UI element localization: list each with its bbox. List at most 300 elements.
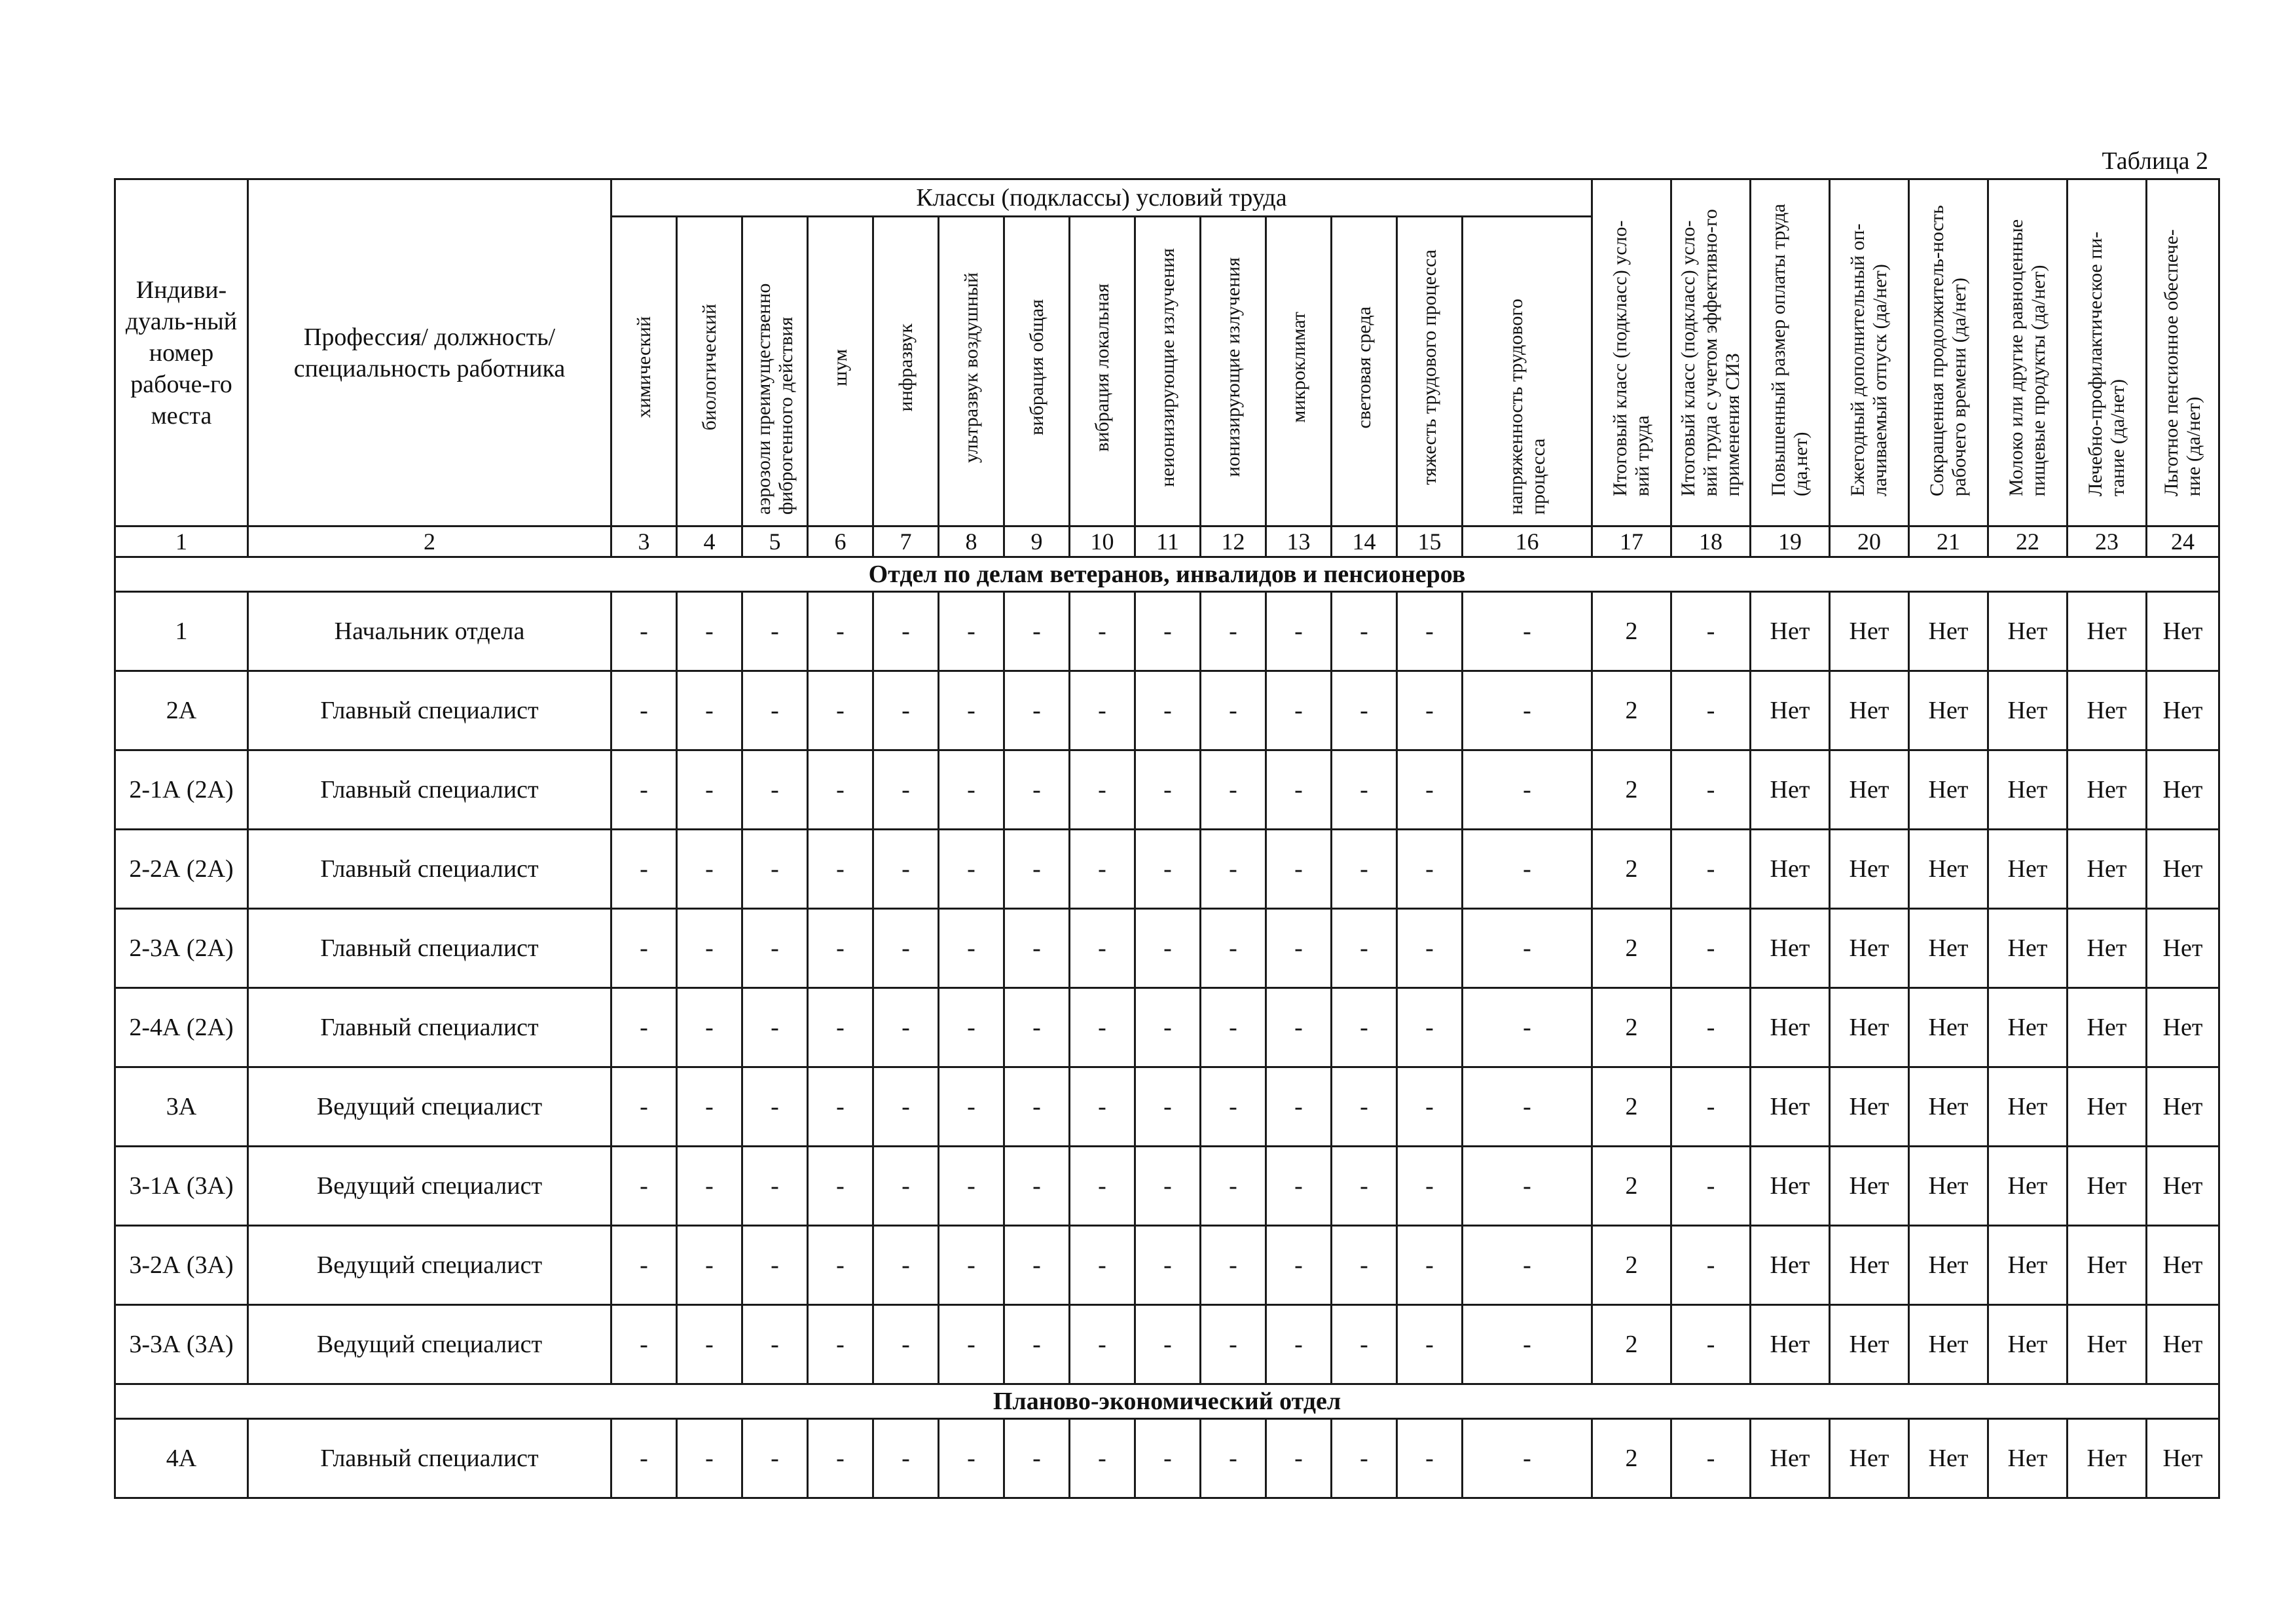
table-cell: -	[1332, 1147, 1397, 1226]
table-row	[115, 1419, 2219, 1498]
header-factor-infrasound	[873, 217, 939, 526]
table-row	[115, 1147, 2219, 1226]
header-factor-label: аэрозоли преимущественно фиброгенного действия	[752, 283, 797, 515]
table-cell: Нет	[2068, 988, 2147, 1067]
table-cell: Нет	[1988, 1419, 2068, 1498]
table-cell: -	[1135, 1147, 1201, 1226]
position-name: Ведущий специалист	[248, 1147, 611, 1226]
header-therapeutic-nutrition-label: Лечебно-профилактическое пи-тание (да/нет)	[2085, 231, 2129, 496]
column-number: 16	[1463, 526, 1592, 557]
table-cell: -	[1463, 1305, 1592, 1384]
table-cell: Нет	[1751, 909, 1830, 988]
table-cell: -	[1332, 830, 1397, 909]
table-cell: -	[1671, 1419, 1751, 1498]
position-name: Главный специалист	[248, 909, 611, 988]
workplace-number: 3-1А (3А)	[115, 1147, 248, 1226]
table-cell: -	[1135, 1305, 1201, 1384]
table-cell: -	[1070, 988, 1135, 1067]
table-cell: -	[1463, 1226, 1592, 1305]
table-cell: -	[1004, 988, 1070, 1067]
table-cell: Нет	[2147, 830, 2219, 909]
table-cell: Нет	[1830, 1305, 1909, 1384]
header-final-class-ppe	[1671, 179, 1751, 526]
table-cell: Нет	[1830, 592, 1909, 671]
table-cell: -	[1070, 1147, 1135, 1226]
workplace-number: 2-1А (2А)	[115, 750, 248, 830]
table-cell: -	[1397, 830, 1463, 909]
table-cell: -	[742, 1147, 808, 1226]
table-cell: -	[1332, 671, 1397, 750]
position-name: Главный специалист	[248, 988, 611, 1067]
table-cell: -	[939, 830, 1004, 909]
table-cell: -	[611, 909, 677, 988]
column-number: 18	[1671, 526, 1751, 557]
table-cell: -	[1004, 671, 1070, 750]
header-factor-label: ионизирующие излучения	[1222, 257, 1244, 477]
table-cell: -	[1397, 1305, 1463, 1384]
table-row	[115, 909, 2219, 988]
table-cell: -	[1671, 671, 1751, 750]
column-number: 8	[939, 526, 1004, 557]
table-cell: -	[1332, 1305, 1397, 1384]
table-cell: -	[939, 1067, 1004, 1147]
column-number: 12	[1201, 526, 1266, 557]
table-cell: -	[1201, 1147, 1266, 1226]
table-cell: -	[1463, 1147, 1592, 1226]
header-factor-microclimate	[1266, 217, 1332, 526]
table-cell: -	[1135, 592, 1201, 671]
table-cell: -	[1266, 1147, 1332, 1226]
table-cell: -	[1397, 592, 1463, 671]
table-cell: -	[939, 1147, 1004, 1226]
table-cell: -	[1463, 988, 1592, 1067]
column-number: 9	[1004, 526, 1070, 557]
section-header-row	[115, 557, 2219, 592]
workplace-number: 3А	[115, 1067, 248, 1147]
table-cell: Нет	[1988, 830, 2068, 909]
position-name: Главный специалист	[248, 671, 611, 750]
table-cell: -	[677, 1147, 742, 1226]
table-cell: -	[742, 1419, 808, 1498]
table-cell: Нет	[2068, 1305, 2147, 1384]
table-cell: Нет	[2068, 909, 2147, 988]
table-cell: Нет	[2147, 988, 2219, 1067]
table-cell: Нет	[1909, 671, 1988, 750]
table-cell: -	[742, 592, 808, 671]
header-therapeutic-nutrition	[2068, 179, 2147, 526]
table-cell: -	[677, 1419, 742, 1498]
table-cell: -	[1070, 592, 1135, 671]
table-cell: Нет	[1988, 750, 2068, 830]
table-cell: Нет	[1988, 909, 2068, 988]
table-cell: -	[611, 1305, 677, 1384]
table-cell: 2	[1592, 750, 1671, 830]
table-cell: -	[611, 1226, 677, 1305]
table-cell: -	[808, 1305, 873, 1384]
table-cell: -	[1070, 1305, 1135, 1384]
table-cell: -	[1201, 830, 1266, 909]
table-cell: -	[808, 750, 873, 830]
table-cell: Нет	[2068, 830, 2147, 909]
table-cell: -	[873, 988, 939, 1067]
position-name: Ведущий специалист	[248, 1067, 611, 1147]
position-name: Начальник отдела	[248, 592, 611, 671]
workplace-number: 2-4А (2А)	[115, 988, 248, 1067]
table-cell: 2	[1592, 671, 1671, 750]
table-cell: -	[677, 750, 742, 830]
table-row	[115, 988, 2219, 1067]
column-number: 17	[1592, 526, 1671, 557]
header-factor-label: вибрация локальная	[1091, 283, 1113, 452]
table-cell: -	[1266, 830, 1332, 909]
table-cell: -	[1463, 1419, 1592, 1498]
header-factor-label: напряженность трудового процесса	[1504, 299, 1549, 515]
table-cell: -	[677, 592, 742, 671]
table-cell: -	[939, 1305, 1004, 1384]
header-factor-label: шум	[829, 348, 851, 386]
table-cell: -	[873, 671, 939, 750]
table-cell: -	[1463, 1067, 1592, 1147]
header-factor-label: световая среда	[1353, 306, 1375, 429]
header-factor-vibration-general	[1004, 217, 1070, 526]
table-cell: -	[1070, 1419, 1135, 1498]
table-cell: Нет	[1751, 1305, 1830, 1384]
table-cell: -	[939, 750, 1004, 830]
table-cell: -	[808, 671, 873, 750]
table-cell: 2	[1592, 1067, 1671, 1147]
table-cell: Нет	[1988, 1305, 2068, 1384]
table-cell: Нет	[2147, 592, 2219, 671]
header-final-class-label: Итоговый класс (подкласс) усло-вий труда	[1609, 219, 1654, 496]
table-cell: -	[1332, 1419, 1397, 1498]
table-cell: -	[1332, 1226, 1397, 1305]
header-factor-label: микроклимат	[1287, 312, 1309, 423]
table-cell: -	[939, 1226, 1004, 1305]
table-cell: -	[677, 1067, 742, 1147]
table-cell: -	[1135, 830, 1201, 909]
table-cell: Нет	[2147, 1305, 2219, 1384]
header-profession: Профессия/ должность/ специальность работника	[248, 179, 611, 526]
table-cell: -	[1266, 592, 1332, 671]
table-cell: Нет	[1988, 671, 2068, 750]
header-factor-label: неионизирующие излучения	[1156, 248, 1178, 487]
header-milk	[1988, 179, 2068, 526]
table-cell: -	[873, 592, 939, 671]
table-cell: -	[1397, 671, 1463, 750]
header-pension	[2147, 179, 2219, 526]
table-cell: Нет	[1830, 1419, 1909, 1498]
table-cell: -	[742, 909, 808, 988]
table-body	[115, 526, 2219, 1498]
table-cell: -	[1332, 592, 1397, 671]
table-cell: -	[1671, 988, 1751, 1067]
table-cell: -	[611, 750, 677, 830]
header-factor-noise	[808, 217, 873, 526]
position-name: Ведущий специалист	[248, 1226, 611, 1305]
table-cell: -	[1135, 1419, 1201, 1498]
header-increased-pay-label: Повышенный размер оплаты труда (да,нет)	[1768, 203, 1812, 496]
table-cell: -	[1135, 988, 1201, 1067]
table-cell: -	[1671, 909, 1751, 988]
header-extra-leave	[1830, 179, 1909, 526]
table-cell: -	[1671, 750, 1751, 830]
table-cell: Нет	[1909, 1226, 1988, 1305]
table-cell: Нет	[1830, 1226, 1909, 1305]
section-header-row	[115, 1384, 2219, 1419]
table-cell: Нет	[1751, 830, 1830, 909]
header-factor-ionizing	[1201, 217, 1266, 526]
table-cell: -	[1266, 909, 1332, 988]
table-cell: -	[1070, 750, 1135, 830]
table-cell: 2	[1592, 988, 1671, 1067]
table-cell: -	[1332, 909, 1397, 988]
table-cell: Нет	[2147, 1226, 2219, 1305]
table-row	[115, 1305, 2219, 1384]
table-cell: Нет	[1830, 988, 1909, 1067]
column-number: 2	[248, 526, 611, 557]
table-row	[115, 830, 2219, 909]
column-number: 6	[808, 526, 873, 557]
header-increased-pay	[1751, 179, 1830, 526]
table-cell: Нет	[1830, 750, 1909, 830]
table-cell: -	[873, 1305, 939, 1384]
table-cell: -	[1266, 1226, 1332, 1305]
header-factor-label: тяжесть трудового процесса	[1418, 249, 1440, 485]
table-cell: -	[873, 1226, 939, 1305]
header-milk-label: Молоко или другие равноценные пищевые продукты (да/нет)	[2005, 219, 2050, 496]
workplace-conditions-table	[114, 178, 2220, 1499]
table-cell: -	[939, 909, 1004, 988]
table-cell: Нет	[1751, 988, 1830, 1067]
table-cell: -	[1266, 988, 1332, 1067]
table-cell: -	[808, 1067, 873, 1147]
table-cell: -	[1671, 1305, 1751, 1384]
table-cell: -	[873, 1147, 939, 1226]
table-cell: -	[742, 1067, 808, 1147]
header-factor-nonionizing	[1135, 217, 1201, 526]
table-cell: -	[1004, 1419, 1070, 1498]
column-number: 3	[611, 526, 677, 557]
table-cell: Нет	[1988, 1147, 2068, 1226]
table-cell: -	[1201, 988, 1266, 1067]
table-cell: 2	[1592, 592, 1671, 671]
table-cell: -	[1463, 592, 1592, 671]
workplace-number: 4А	[115, 1419, 248, 1498]
table-cell: Нет	[1988, 1226, 2068, 1305]
header-factor-label: ультразвук воздушный	[960, 272, 982, 463]
column-number: 15	[1397, 526, 1463, 557]
table-cell: -	[808, 1147, 873, 1226]
table-row	[115, 592, 2219, 671]
table-cell: 2	[1592, 1147, 1671, 1226]
table-cell: -	[1397, 1226, 1463, 1305]
table-cell: Нет	[1988, 1067, 2068, 1147]
table-cell: Нет	[2147, 750, 2219, 830]
table-cell: -	[1004, 1226, 1070, 1305]
table-cell: -	[611, 671, 677, 750]
table-cell: Нет	[1909, 592, 1988, 671]
table-cell: Нет	[2068, 592, 2147, 671]
table-cell: -	[939, 988, 1004, 1067]
table-cell: -	[1266, 1067, 1332, 1147]
table-cell: -	[1201, 1067, 1266, 1147]
header-factor-light	[1332, 217, 1397, 526]
header-factor-ultrasound	[939, 217, 1004, 526]
table-cell: -	[1397, 988, 1463, 1067]
table-cell: Нет	[2147, 1067, 2219, 1147]
table-cell: Нет	[1909, 1147, 1988, 1226]
table-cell: -	[1004, 750, 1070, 830]
table-cell: -	[873, 1419, 939, 1498]
position-name: Главный специалист	[248, 750, 611, 830]
table-cell: 2	[1592, 1419, 1671, 1498]
workplace-number: 2А	[115, 671, 248, 750]
table-row	[115, 750, 2219, 830]
table-cell: Нет	[2147, 909, 2219, 988]
header-factor-label: вибрация общая	[1025, 299, 1048, 435]
table-cell: 2	[1592, 830, 1671, 909]
position-name: Главный специалист	[248, 830, 611, 909]
table-cell: Нет	[1988, 988, 2068, 1067]
column-number: 20	[1830, 526, 1909, 557]
table-cell: -	[1070, 909, 1135, 988]
table-cell: Нет	[1830, 1067, 1909, 1147]
table-cell: -	[742, 750, 808, 830]
column-number: 5	[742, 526, 808, 557]
table-cell: Нет	[2068, 1147, 2147, 1226]
table-cell: -	[1004, 592, 1070, 671]
table-cell: -	[611, 988, 677, 1067]
table-cell: -	[808, 830, 873, 909]
table-cell: Нет	[1751, 671, 1830, 750]
header-factor-intensity	[1463, 217, 1592, 526]
table-cell: -	[1004, 1067, 1070, 1147]
table-cell: Нет	[2068, 1067, 2147, 1147]
table-cell: Нет	[2147, 1419, 2219, 1498]
table-cell: Нет	[1751, 1067, 1830, 1147]
table-cell: -	[677, 988, 742, 1067]
table-cell: -	[1070, 1226, 1135, 1305]
table-cell: -	[677, 1305, 742, 1384]
table-cell: -	[1463, 909, 1592, 988]
table-cell: -	[808, 988, 873, 1067]
column-number: 1	[115, 526, 248, 557]
header-reduced-hours	[1909, 179, 1988, 526]
table-cell: Нет	[2068, 671, 2147, 750]
table-cell: Нет	[1751, 592, 1830, 671]
table-cell: -	[1397, 1419, 1463, 1498]
table-cell: -	[1201, 1226, 1266, 1305]
table-cell: -	[808, 1226, 873, 1305]
table-cell: -	[1070, 1067, 1135, 1147]
table-cell: Нет	[1751, 1419, 1830, 1498]
workplace-number: 2-3А (2А)	[115, 909, 248, 988]
table-cell: -	[873, 909, 939, 988]
column-number: 10	[1070, 526, 1135, 557]
table-cell: -	[1201, 592, 1266, 671]
table-cell: -	[1671, 592, 1751, 671]
header-factor-label: химический	[632, 316, 655, 418]
table-row	[115, 671, 2219, 750]
table-cell: -	[611, 830, 677, 909]
section-title: Отдел по делам ветеранов, инвалидов и пенсионеров	[115, 557, 2219, 592]
table-cell: -	[939, 1419, 1004, 1498]
table-cell: -	[1135, 1226, 1201, 1305]
table-cell: Нет	[1988, 592, 2068, 671]
table-cell: Нет	[1830, 1147, 1909, 1226]
table-cell: -	[1135, 671, 1201, 750]
workplace-number: 3-3А (3А)	[115, 1305, 248, 1384]
table-cell: -	[1332, 988, 1397, 1067]
header-classes-group: Классы (подклассы) условий труда	[611, 179, 1592, 217]
column-number: 11	[1135, 526, 1201, 557]
table-cell: -	[1266, 1419, 1332, 1498]
table-caption: Таблица 2	[2102, 147, 2208, 175]
table-cell: -	[1201, 671, 1266, 750]
table-cell: -	[1266, 671, 1332, 750]
workplace-number: 3-2А (3А)	[115, 1226, 248, 1305]
table-cell: -	[1135, 1067, 1201, 1147]
workplace-number: 2-2А (2А)	[115, 830, 248, 909]
position-name: Главный специалист	[248, 1419, 611, 1498]
table-cell: -	[1201, 750, 1266, 830]
table-cell: -	[808, 909, 873, 988]
column-number: 22	[1988, 526, 2068, 557]
table-cell: -	[1135, 750, 1201, 830]
table-cell: -	[1070, 830, 1135, 909]
table-cell: Нет	[1909, 1067, 1988, 1147]
table-cell: Нет	[1830, 830, 1909, 909]
header-factor-aerosols	[742, 217, 808, 526]
table-cell: -	[1332, 1067, 1397, 1147]
table-cell: Нет	[2147, 1147, 2219, 1226]
table-cell: Нет	[1751, 1226, 1830, 1305]
table-cell: -	[1004, 909, 1070, 988]
table-cell: 2	[1592, 1226, 1671, 1305]
column-number: 7	[873, 526, 939, 557]
table-cell: -	[939, 592, 1004, 671]
table-cell: -	[1671, 1147, 1751, 1226]
table-cell: -	[611, 1147, 677, 1226]
table-row	[115, 1067, 2219, 1147]
header-reduced-hours-label: Сокращенная продолжитель-ность рабочего времени (да/нет)	[1926, 204, 1971, 496]
table-cell: Нет	[1751, 1147, 1830, 1226]
table-cell: -	[742, 1226, 808, 1305]
workplace-number: 1	[115, 592, 248, 671]
table-cell: 2	[1592, 1305, 1671, 1384]
column-numbers-row	[115, 526, 2219, 557]
table-cell: 2	[1592, 909, 1671, 988]
table-row	[115, 1226, 2219, 1305]
table-cell: Нет	[1751, 750, 1830, 830]
table-cell: -	[1266, 750, 1332, 830]
table-cell: -	[1004, 1147, 1070, 1226]
table-cell: -	[873, 830, 939, 909]
header-row-top	[115, 179, 2219, 217]
table-cell: -	[677, 830, 742, 909]
header-final-class-ppe-label: Итоговый класс (подкласс) усло-вий труда с учетом эффективно-го применения СИЗ	[1677, 208, 1744, 496]
column-number: 19	[1751, 526, 1830, 557]
table-cell: -	[808, 592, 873, 671]
table-cell: Нет	[2068, 1226, 2147, 1305]
header-final-class	[1592, 179, 1671, 526]
table-cell: -	[611, 592, 677, 671]
header-factor-label: инфразвук	[894, 323, 917, 412]
table-cell: -	[1070, 671, 1135, 750]
table-cell: -	[1463, 671, 1592, 750]
table-cell: -	[1201, 1305, 1266, 1384]
table-cell: -	[611, 1419, 677, 1498]
